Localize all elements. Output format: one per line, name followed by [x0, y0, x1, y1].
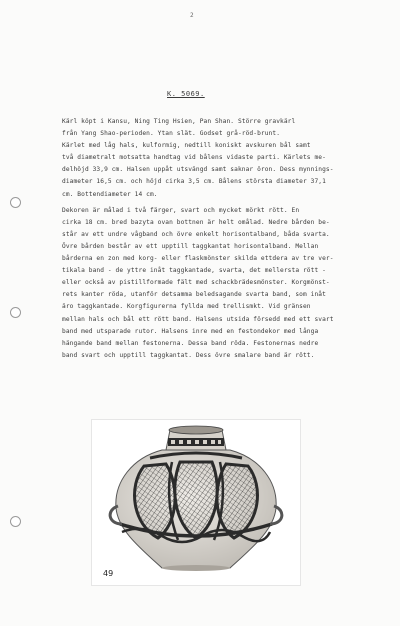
- text-line: tikala band - de yttre inåt taggkantade, svarta, det mellersta rött -: [62, 267, 326, 275]
- text-line: cirka 18 cm. bred bazyta ovan bottnen är helt omålad. Nedre bården be-: [62, 218, 330, 226]
- text-line: Dekoren är målad i två färger, svart och mycket mörkt rött. En: [62, 206, 300, 214]
- text-line: diameter 16,5 cm. och höjd cirka 3,5 cm. Bålens största diameter 37,1: [62, 178, 326, 186]
- photo-number-label: 49: [100, 569, 116, 578]
- text-line: från Yang Shao-perioden. Ytan slät. Godset grå-röd-brunt.: [62, 130, 281, 138]
- text-line: eller också av pistillformade fält med schackbrädesmönster. Korgmönst-: [62, 279, 330, 287]
- punch-hole-icon: [10, 516, 21, 527]
- text-line: band med utsparade rutor. Halsens inre med en festondekor med långa: [62, 327, 319, 335]
- text-line: mellan hals och bål ett rött band. Halsens utsida försedd med ett svart: [62, 315, 334, 323]
- text-line: två diametralt motsatta handtag vid bålens vidaste parti. Kärlets me-: [62, 154, 326, 162]
- text-line: Kärlet med låg hals, kulformig, nedtill koniskt avskuren bål samt: [62, 142, 311, 150]
- text-line: rets kanter röda, utanför detsamma beledsagande svarta band, som inåt: [62, 291, 326, 299]
- pottery-photo: [91, 419, 301, 586]
- text-line: bårderna en zon med korg- eller flaskmönster skilda ettdera av tre ver-: [62, 255, 334, 263]
- punch-hole-icon: [10, 197, 21, 208]
- painted-pottery-jar-photo-icon: [92, 420, 300, 585]
- catalog-heading: K. 5069.: [167, 90, 205, 98]
- text-line: hängande band mellan festonerna. Dessa band röda. Festonernas nedre: [62, 339, 319, 347]
- document-body: [62, 116, 362, 362]
- punch-hole-icon: [10, 307, 21, 318]
- text-line: cm. Bottendiameter 14 cm.: [62, 190, 158, 198]
- text-line: delhöjd 33,9 cm. Halsen uppåt utsvängd samt saknar öron. Dess mynnings-: [62, 166, 334, 174]
- text-line: står av ett undre vågband och övre enkelt horisontalband, båda svarta.: [62, 230, 330, 238]
- text-line: band svart och upptill taggkantat. Dess övre smalare band är rött.: [62, 351, 315, 359]
- text-line: Övre bården består av ett upptill taggkantat horisontalband. Mellan: [62, 242, 319, 250]
- text-line: Kärl köpt i Kansu, Ning Ting Hsien, Pan Shan. Större gravkärl: [62, 118, 296, 125]
- text-line: äro taggkantade. Korgfigurerna fyllda med trellismkt. Vid gränsen: [62, 303, 311, 311]
- page-number: 2: [190, 12, 194, 19]
